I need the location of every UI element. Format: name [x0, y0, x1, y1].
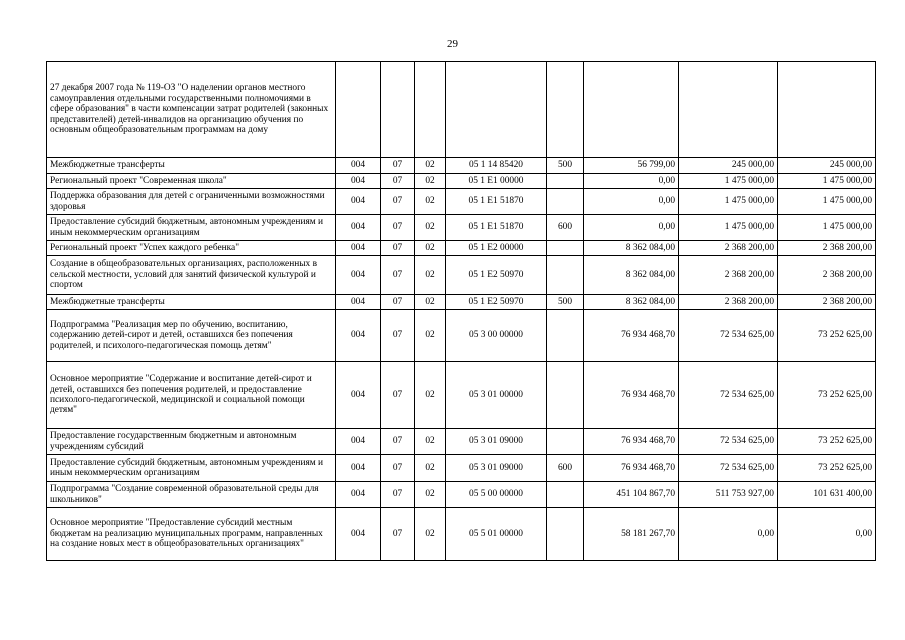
cell-section-code: 07	[381, 482, 415, 508]
table-row	[47, 256, 876, 295]
table-row	[47, 241, 876, 256]
cell-subsection-code: 02	[415, 429, 446, 455]
cell-amount-3: 73 252 625,00	[778, 455, 876, 482]
cell-expense-type	[547, 241, 584, 256]
cell-target-article: 05 5 00 00000	[446, 482, 547, 508]
table-row	[47, 455, 876, 482]
cell-amount-3: 2 368 200,00	[778, 256, 876, 295]
cell-subsection-code: 02	[415, 362, 446, 429]
cell-target-article: 05 1 E2 50970	[446, 295, 547, 310]
cell-amount-1	[584, 62, 679, 158]
cell-section-code: 07	[381, 174, 415, 189]
table-row	[47, 310, 876, 362]
cell-expense-type	[547, 482, 584, 508]
cell-amount-1: 76 934 468,70	[584, 310, 679, 362]
cell-amount-1: 0,00	[584, 189, 679, 215]
cell-section-code: 07	[381, 508, 415, 561]
cell-expense-type	[547, 429, 584, 455]
cell-subsection-code: 02	[415, 189, 446, 215]
cell-name: Поддержка образования для детей с ограниченными возможностями здоровья	[47, 189, 336, 215]
cell-target-article	[446, 62, 547, 158]
cell-ministry-code: 004	[336, 508, 381, 561]
cell-amount-2: 1 475 000,00	[679, 189, 778, 215]
cell-amount-2: 1 475 000,00	[679, 215, 778, 241]
cell-amount-3: 1 475 000,00	[778, 189, 876, 215]
cell-subsection-code: 02	[415, 295, 446, 310]
cell-section-code: 07	[381, 256, 415, 295]
cell-subsection-code: 02	[415, 482, 446, 508]
table-row	[47, 508, 876, 561]
cell-amount-1: 451 104 867,70	[584, 482, 679, 508]
page-number: 29	[447, 38, 458, 50]
cell-expense-type	[547, 508, 584, 561]
table-row	[47, 174, 876, 189]
cell-ministry-code: 004	[336, 310, 381, 362]
cell-amount-1: 0,00	[584, 215, 679, 241]
cell-amount-3: 73 252 625,00	[778, 429, 876, 455]
cell-name: Подпрограмма "Реализация мер по обучению, воспитанию, содержанию детей-сирот и детей, оставшихся без попечения родителей, и психолого-педагогическая помощь детям"	[47, 310, 336, 362]
cell-amount-3: 245 000,00	[778, 158, 876, 174]
cell-amount-1: 8 362 084,00	[584, 241, 679, 256]
cell-name: Предоставление государственным бюджетным и автономным учреждениям субсидий	[47, 429, 336, 455]
cell-amount-2: 72 534 625,00	[679, 362, 778, 429]
cell-section-code: 07	[381, 295, 415, 310]
cell-name: Межбюджетные трансферты	[47, 295, 336, 310]
cell-amount-3: 2 368 200,00	[778, 241, 876, 256]
cell-ministry-code: 004	[336, 174, 381, 189]
cell-target-article: 05 1 E1 51870	[446, 189, 547, 215]
cell-name: Предоставление субсидий бюджетным, автономным учреждениям и иным некоммерческим организациям	[47, 215, 336, 241]
table-row	[47, 158, 876, 174]
cell-target-article: 05 5 01 00000	[446, 508, 547, 561]
cell-amount-2: 2 368 200,00	[679, 295, 778, 310]
table-row	[47, 215, 876, 241]
cell-target-article: 05 3 01 00000	[446, 362, 547, 429]
cell-amount-3: 101 631 400,00	[778, 482, 876, 508]
cell-target-article: 05 1 E2 00000	[446, 241, 547, 256]
cell-amount-3: 0,00	[778, 508, 876, 561]
cell-amount-2: 72 534 625,00	[679, 429, 778, 455]
cell-section-code: 07	[381, 362, 415, 429]
cell-expense-type	[547, 189, 584, 215]
cell-amount-2: 511 753 927,00	[679, 482, 778, 508]
cell-expense-type: 600	[547, 215, 584, 241]
cell-subsection-code: 02	[415, 174, 446, 189]
cell-name: Региональный проект "Современная школа"	[47, 174, 336, 189]
cell-amount-2: 72 534 625,00	[679, 455, 778, 482]
table-row	[47, 295, 876, 310]
cell-name: 27 декабря 2007 года № 119-ОЗ "О наделении органов местного самоуправления отдельными государственными полномочиями в сфере образования" в части компенсации затрат родителей (законных представителей) детей-инвалидов на организацию обучения по основным общеобразовательным программам на дому	[47, 62, 336, 158]
cell-amount-2: 72 534 625,00	[679, 310, 778, 362]
cell-expense-type: 600	[547, 455, 584, 482]
cell-ministry-code: 004	[336, 482, 381, 508]
table-row	[47, 189, 876, 215]
cell-target-article: 05 1 E1 00000	[446, 174, 547, 189]
cell-amount-2: 245 000,00	[679, 158, 778, 174]
cell-name: Межбюджетные трансферты	[47, 158, 336, 174]
cell-name: Подпрограмма "Создание современной образовательной среды для школьников"	[47, 482, 336, 508]
cell-amount-1: 8 362 084,00	[584, 295, 679, 310]
cell-amount-3: 73 252 625,00	[778, 362, 876, 429]
cell-subsection-code: 02	[415, 241, 446, 256]
table-row	[47, 62, 876, 158]
cell-section-code	[381, 62, 415, 158]
cell-name: Основное мероприятие "Содержание и воспитание детей-сирот и детей, оставшихся без попечения родителей, и предоставление психолого-педагогической, медицинской и социальной помощи детям"	[47, 362, 336, 429]
cell-amount-3: 1 475 000,00	[778, 215, 876, 241]
cell-amount-1: 56 799,00	[584, 158, 679, 174]
cell-section-code: 07	[381, 241, 415, 256]
cell-ministry-code: 004	[336, 429, 381, 455]
cell-section-code: 07	[381, 310, 415, 362]
cell-expense-type	[547, 62, 584, 158]
cell-ministry-code: 004	[336, 362, 381, 429]
cell-subsection-code	[415, 62, 446, 158]
cell-ministry-code: 004	[336, 241, 381, 256]
cell-subsection-code: 02	[415, 158, 446, 174]
cell-target-article: 05 3 00 00000	[446, 310, 547, 362]
cell-section-code: 07	[381, 189, 415, 215]
cell-expense-type	[547, 310, 584, 362]
cell-amount-1: 0,00	[584, 174, 679, 189]
cell-name: Предоставление субсидий бюджетным, автономным учреждениям и иным некоммерческим организациям	[47, 455, 336, 482]
cell-amount-1: 76 934 468,70	[584, 362, 679, 429]
cell-amount-2: 2 368 200,00	[679, 256, 778, 295]
budget-table	[46, 61, 876, 561]
cell-target-article: 05 3 01 09000	[446, 429, 547, 455]
cell-ministry-code	[336, 62, 381, 158]
cell-amount-2	[679, 62, 778, 158]
cell-section-code: 07	[381, 455, 415, 482]
cell-expense-type: 500	[547, 295, 584, 310]
cell-name: Региональный проект "Успех каждого ребенка"	[47, 241, 336, 256]
cell-amount-1: 76 934 468,70	[584, 429, 679, 455]
cell-section-code: 07	[381, 429, 415, 455]
cell-expense-type	[547, 256, 584, 295]
cell-ministry-code: 004	[336, 455, 381, 482]
cell-target-article: 05 1 E1 51870	[446, 215, 547, 241]
cell-amount-3: 1 475 000,00	[778, 174, 876, 189]
cell-target-article: 05 1 E2 50970	[446, 256, 547, 295]
cell-amount-2: 0,00	[679, 508, 778, 561]
cell-ministry-code: 004	[336, 215, 381, 241]
cell-expense-type: 500	[547, 158, 584, 174]
cell-amount-1: 76 934 468,70	[584, 455, 679, 482]
cell-subsection-code: 02	[415, 455, 446, 482]
cell-ministry-code: 004	[336, 158, 381, 174]
cell-section-code: 07	[381, 215, 415, 241]
cell-subsection-code: 02	[415, 256, 446, 295]
cell-ministry-code: 004	[336, 189, 381, 215]
cell-expense-type	[547, 362, 584, 429]
cell-section-code: 07	[381, 158, 415, 174]
cell-amount-2: 1 475 000,00	[679, 174, 778, 189]
cell-amount-3: 73 252 625,00	[778, 310, 876, 362]
cell-amount-2: 2 368 200,00	[679, 241, 778, 256]
cell-expense-type	[547, 174, 584, 189]
cell-ministry-code: 004	[336, 295, 381, 310]
table-row	[47, 482, 876, 508]
cell-subsection-code: 02	[415, 310, 446, 362]
cell-target-article: 05 1 14 85420	[446, 158, 547, 174]
cell-amount-1: 8 362 084,00	[584, 256, 679, 295]
table-row	[47, 429, 876, 455]
cell-name: Создание в общеобразовательных организациях, расположенных в сельской местности, условий для занятий физической культурой и спортом	[47, 256, 336, 295]
cell-amount-1: 58 181 267,70	[584, 508, 679, 561]
table-row	[47, 362, 876, 429]
cell-subsection-code: 02	[415, 215, 446, 241]
cell-name: Основное мероприятие "Предоставление субсидий местным бюджетам на реализацию муниципальных программ, направленных на создание новых мест в общеобразовательных организациях"	[47, 508, 336, 561]
cell-ministry-code: 004	[336, 256, 381, 295]
cell-amount-3	[778, 62, 876, 158]
cell-amount-3: 2 368 200,00	[778, 295, 876, 310]
cell-target-article: 05 3 01 09000	[446, 455, 547, 482]
cell-subsection-code: 02	[415, 508, 446, 561]
